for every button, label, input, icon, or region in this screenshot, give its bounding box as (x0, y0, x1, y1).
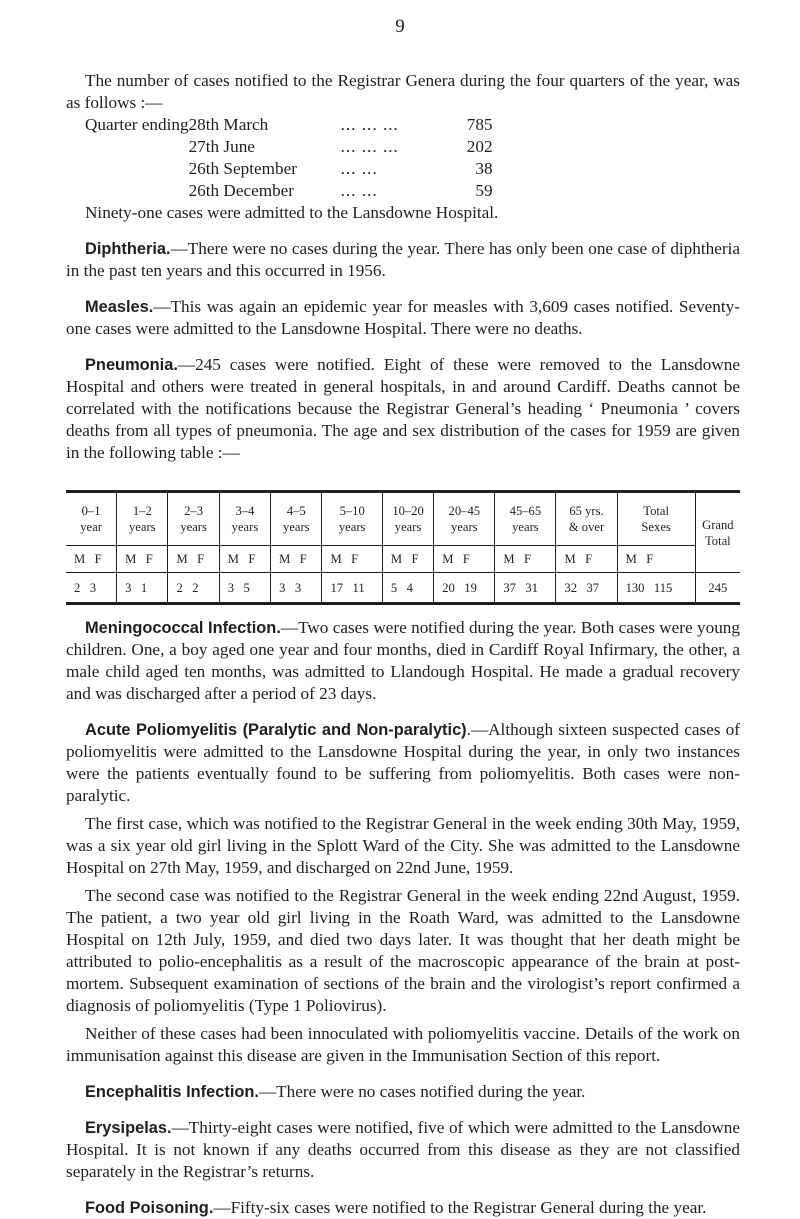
female-count: 11 (352, 580, 365, 595)
age-group-header (66, 492, 117, 546)
sex-subheader: M F (556, 546, 617, 573)
age-group-label: 4–5 (286, 504, 306, 518)
section-food-poisoning (66, 1197, 740, 1219)
grand-total-value: 245 (695, 573, 740, 604)
lansdowne-admissions: Ninety-one cases were admitted to the Lansdowne Hospital. (85, 203, 499, 222)
section-heading: Erysipelas. (85, 1119, 172, 1137)
sex-subheader: M F (382, 546, 433, 573)
quarter-cases: 785 (466, 115, 493, 134)
quarter-row (85, 180, 493, 202)
sex-subheader: M F (495, 546, 556, 573)
sex-subheader: M F (219, 546, 270, 573)
age-group-label: 10–20 (392, 504, 424, 518)
age-group-label: 65 yrs. (569, 504, 604, 518)
male-count: 17 (330, 580, 344, 595)
section-poliomyelitis (66, 719, 740, 807)
section-encephalitis (66, 1081, 740, 1103)
male-count: 32 (564, 580, 578, 595)
section-heading: Food Poisoning. (85, 1199, 214, 1217)
female-count: 5 (243, 580, 250, 595)
age-group-cases (168, 573, 219, 604)
age-group-label: 1–2 (132, 504, 152, 518)
grand-total-label: Grand (702, 517, 734, 532)
polio-vaccine-note: Neither of these cases had been innoculated with poliomyelitis vaccine. Details of the work on immunisation against this disease are given in the Immunisation Section of this report. (66, 1024, 740, 1065)
quarter-date: 26th September (188, 159, 297, 178)
sex-subheader: M F (434, 546, 495, 573)
age-group-cases (495, 573, 556, 604)
quarter-leader-dots: ... ... ... (340, 137, 399, 156)
quarter-date: 27th June (188, 137, 255, 156)
section-text: —There were no cases notified during the year. (258, 1082, 586, 1101)
age-group-unit: & over (568, 520, 605, 534)
section-heading: Pneumonia. (85, 356, 178, 374)
age-group-cases (556, 573, 617, 604)
age-group-header (168, 492, 219, 546)
quarters-intro: The number of cases notified to the Registrar Genera during the four quarters of the year, was as follows :— (66, 71, 740, 112)
female-count: 31 (525, 580, 538, 595)
sex-subheader: M F (168, 546, 219, 573)
polio-first-case: The first case, which was notified to the Registrar General in the week ending 30th May, 1959, was a six year old girl living in the Splott Ward of the City. She was admitted to the Lansdowne Hospital on 27th May, 1959, and discharged on 22nd June, 1959. (66, 814, 740, 877)
age-group-header (617, 492, 695, 546)
section-erysipelas (66, 1117, 740, 1183)
age-group-header (556, 492, 617, 546)
age-group-unit: years (338, 520, 366, 534)
age-group-label: 20–45 (448, 504, 481, 518)
age-group-unit: years (231, 520, 259, 534)
section-text: —There were no cases during the year. There has only been one case of diphtheria in the past ten years and this occurred in 1956. (66, 239, 740, 280)
female-count: 3 (89, 580, 97, 595)
female-count: 115 (653, 580, 673, 595)
quarter-prefix (85, 136, 189, 158)
grand-total-header (695, 492, 740, 573)
quarter-cases: 38 (475, 159, 493, 178)
female-count: 4 (406, 580, 413, 595)
female-count: 19 (464, 580, 477, 595)
age-group-unit: years (180, 520, 207, 534)
grand-total-label: Total (704, 533, 731, 548)
page-body (66, 70, 740, 1219)
sex-subheader: M F (322, 546, 382, 573)
age-group-unit: Sexes (641, 520, 671, 534)
sex-subheader: M F (117, 546, 168, 573)
male-count: 2 (74, 580, 81, 595)
age-group-cases (271, 573, 322, 604)
age-group-cases (117, 573, 168, 604)
quarter-leader-dots: ... ... (340, 181, 378, 200)
age-group-label: Total (643, 504, 669, 518)
male-count: 37 (503, 580, 516, 595)
section-text: —Two cases were notified during the year. Both cases were young children. One, a boy aged one year and four months, died in Cardiff Royal Infirmary, the other, a male child aged ten months, was admitted to Llandough Hospital. He made a gradual recovery and was discharged after a period of 23 days. (66, 618, 740, 703)
section-heading: Acute Poliomyelitis (Paralytic and Non-paralytic) (85, 721, 467, 739)
female-count: 1 (140, 580, 148, 595)
age-group-header (271, 492, 322, 546)
quarter-row (85, 158, 493, 180)
section-text: —Fifty-six cases were notified to the Registrar General during the year. (213, 1198, 707, 1217)
female-count: 3 (294, 580, 302, 595)
section-text: —This was again an epidemic year for measles with 3,609 cases notified. Seventy-one cases were admitted to the Lansdowne Hospital. There were no deaths. (66, 297, 740, 338)
quarter-date: 28th March (188, 115, 269, 134)
sex-subheader: M F (617, 546, 695, 573)
section-pneumonia (66, 354, 740, 464)
male-count: 130 (625, 580, 645, 595)
section-heading: Diphtheria. (85, 240, 171, 258)
age-group-header (495, 492, 556, 546)
section-measles (66, 296, 740, 340)
quarter-prefix: Quarter ending (85, 115, 189, 134)
age-group-header (219, 492, 270, 546)
male-count: 5 (390, 580, 398, 595)
age-group-header (322, 492, 382, 546)
quarter-prefix (85, 158, 189, 180)
section-text: —245 cases were notified. Eight of these were removed to the Lansdowne Hospital and others were treated in general hospitals, in and around Cardiff. Deaths cannot be correlated with the notifications because the Registrar General’s heading ‘ Pneumonia ’ covers deaths from all types of pneumonia. The age and sex distribution of the cases for 1959 are given in the following table :— (66, 355, 740, 462)
age-group-label: 45–65 (509, 504, 542, 518)
male-count: 20 (442, 580, 455, 595)
age-group-header (382, 492, 433, 546)
section-text: .—Although sixteen suspected cases of poliomyelitis were admitted to the Lansdowne Hospital during the year, in only two instances were the patients eventually found to be suffering from poliomyelitis. Both cases were non-paralytic. (66, 720, 740, 805)
age-group-unit: years (451, 520, 478, 534)
age-group-cases (382, 573, 433, 604)
quarter-date: 26th December (188, 181, 295, 200)
section-heading: Meningococcal Infection. (85, 619, 281, 637)
quarter-row (85, 114, 493, 136)
male-count: 3 (227, 580, 235, 595)
age-group-cases (434, 573, 495, 604)
male-count: 2 (176, 580, 183, 595)
age-group-header (117, 492, 168, 546)
quarter-cases: 202 (466, 137, 493, 156)
quarter-leader-dots: ... ... ... (340, 115, 399, 134)
polio-second-case: The second case was notified to the Registrar General in the week ending 22nd August, 1959. The patient, a two year old girl living in the Roath Ward, was admitted to the Lansdowne Hospital on 12th July, 1959, and died two days later. It was thought that her death might be attributed to polio-encephalitis as a result of the macroscopic appearance of the brain at post-mortem. Subsequent examination of sections of the brain and the virologist’s report confirmed a diagnosis of poliomyelitis (Type 1 Poliovirus). (66, 886, 740, 1015)
female-count: 37 (586, 580, 600, 595)
age-group-label: 2–3 (184, 504, 204, 518)
quarter-row (85, 136, 493, 158)
section-diphtheria (66, 238, 740, 282)
age-group-unit: years (282, 520, 310, 534)
quarter-leader-dots: ... ... (340, 159, 378, 178)
quarter-cases: 59 (475, 181, 493, 200)
age-group-cases (219, 573, 270, 604)
quarters-list (85, 114, 493, 202)
age-group-cases (617, 573, 695, 604)
age-group-unit: years (129, 520, 156, 534)
age-group-unit: years (512, 520, 539, 534)
age-group-header (434, 492, 495, 546)
section-heading: Encephalitis Infection. (85, 1083, 259, 1101)
age-group-cases (322, 573, 382, 604)
sex-subheader: M F (66, 546, 117, 573)
section-meningococcal (66, 617, 740, 705)
age-group-label: 3–4 (235, 504, 255, 518)
quarter-prefix (85, 180, 189, 202)
female-count: 2 (192, 580, 199, 595)
male-count: 3 (279, 580, 286, 595)
age-group-label: 0–1 (81, 504, 101, 518)
sex-subheader: M F (271, 546, 322, 573)
pneumonia-age-sex-table (66, 490, 740, 605)
age-group-label: 5–10 (339, 504, 365, 518)
male-count: 3 (125, 580, 132, 595)
age-group-unit: years (394, 520, 422, 534)
age-group-cases (66, 573, 117, 604)
section-heading: Measles. (85, 298, 154, 316)
section-text: —Thirty-eight cases were notified, five of which were admitted to the Lansdowne Hospital. It is not known if any deaths occurred from this disease as they are not classified separately in the Registrar’s returns. (66, 1118, 740, 1181)
age-group-unit: year (80, 520, 102, 534)
page-number: 9 (395, 16, 405, 37)
